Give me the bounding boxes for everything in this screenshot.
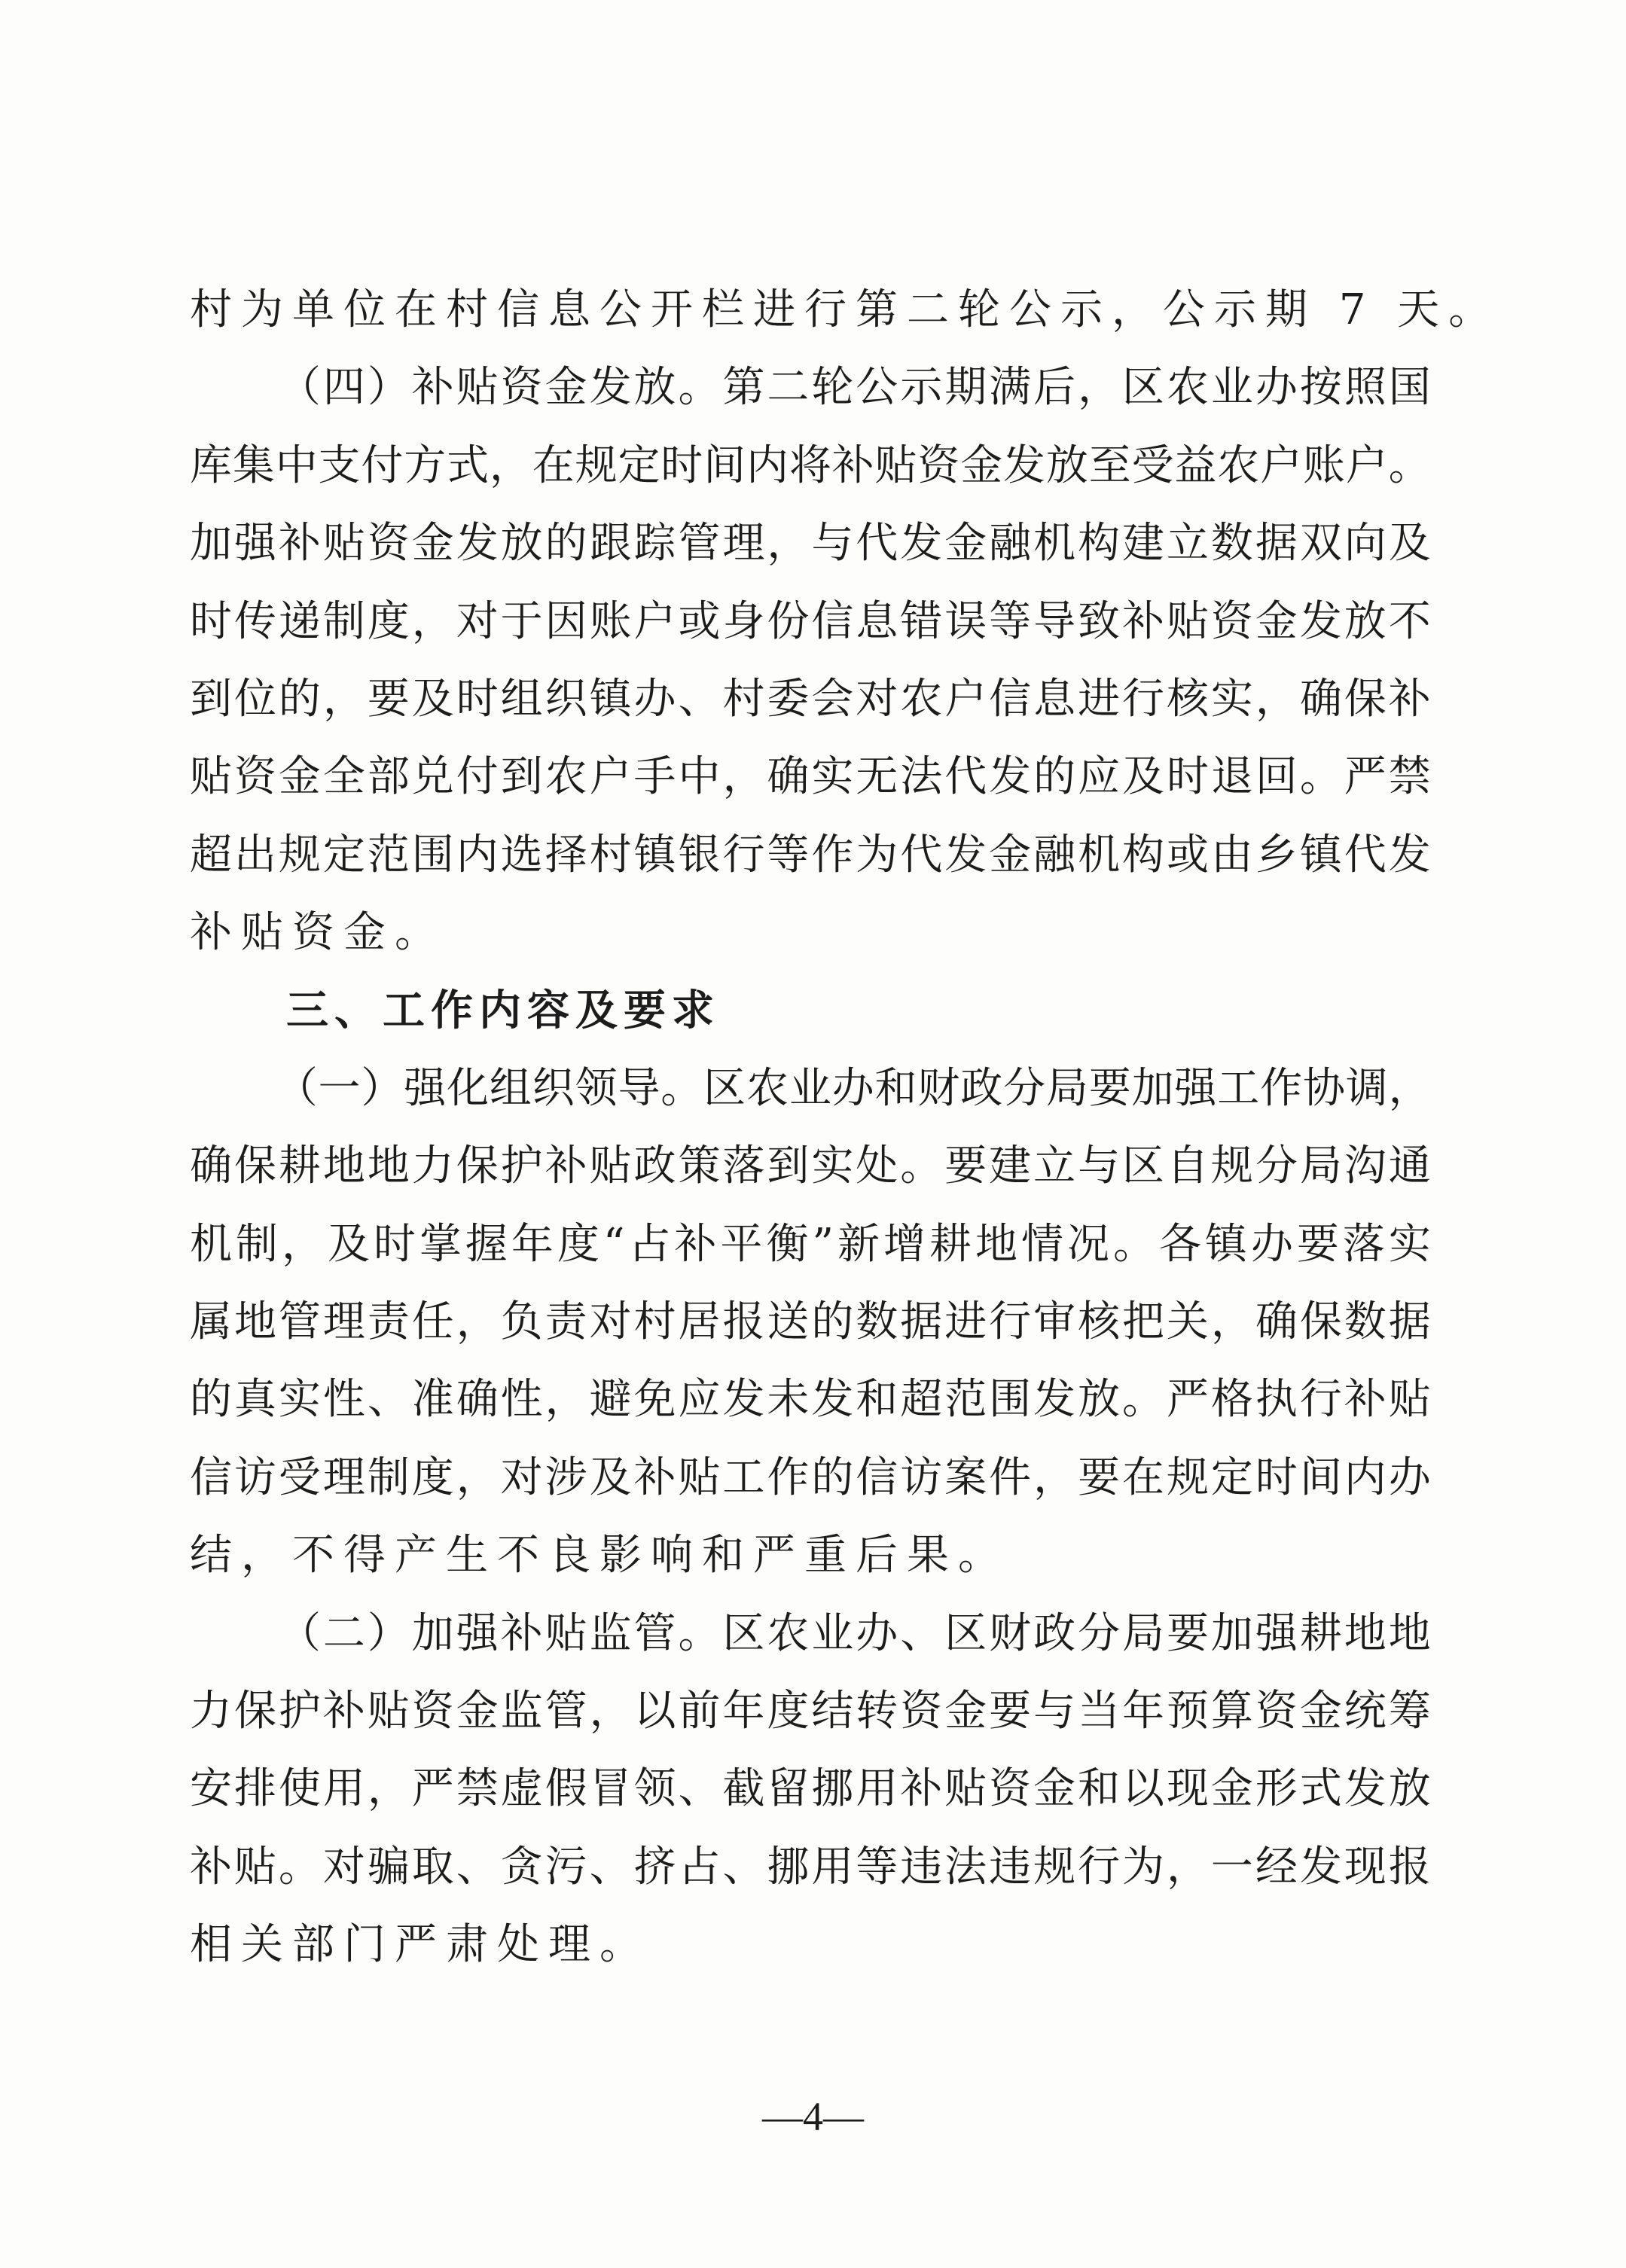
text-line: 村 为 单 位 在 村 信 息 公 开 栏 进 行 第 二 轮 公 示 ， 公 示 期 7 天 。 (190, 285, 1491, 334)
text-line: 补 贴 资 金 。 (190, 908, 437, 958)
text-line: （ 一 ） 强 化 组 织 领 导 。 区 农 业 办 和 财 政 分 局 要 加 强 工 作 协 调 ， (275, 1063, 1431, 1113)
text-line: 机 制 ， 及 时 掌 握 年 度 “ 占 补 平 衡 ” 新 增 耕 地 情 况 。 各 镇 办 要 落 实 (190, 1219, 1431, 1269)
text-line: （ 二 ） 加 强 补 贴 监 管 。 区 农 业 办 、 区 财 政 分 局 要 加 强 耕 地 地 (278, 1608, 1431, 1658)
text-line: 超 出 规 定 范 围 内 选 择 村 镇 银 行 等 作 为 代 发 金 融 机 构 或 由 乡 镇 代 发 (190, 830, 1431, 879)
body-text (190, 271, 1491, 1984)
text-line: 信 访 受 理 制 度 ， 对 涉 及 补 贴 工 作 的 信 访 案 件 ， 要 在 规 定 时 间 内 办 (190, 1453, 1431, 1502)
text-line: 补 贴 。 对 骗 取 、 贪 污 、 挤 占 、 挪 用 等 违 法 违 规 行 为 ， 一 经 发 现 报 (190, 1842, 1431, 1892)
text-line: （ 四 ） 补 贴 资 金 发 放 。 第 二 轮 公 示 期 满 后 ， 区 农 业 办 按 照 国 (278, 363, 1431, 413)
text-line: 时 传 递 制 度 ， 对 于 因 账 户 或 身 份 信 息 错 误 等 导 致 补 贴 资 金 发 放 不 (190, 596, 1431, 646)
text-line: 属 地 管 理 责 任 ， 负 责 对 村 居 报 送 的 数 据 进 行 审 核 把 关 ， 确 保 数 据 (190, 1297, 1431, 1347)
text-line: 贴 资 金 全 部 兑 付 到 农 户 手 中 ， 确 实 无 法 代 发 的 应 及 时 退 回 。 严 禁 (190, 752, 1431, 802)
text-line: 结 ， 不 得 产 生 不 良 影 响 和 严 重 后 果 。 (190, 1531, 1000, 1581)
text-line: 确 保 耕 地 地 力 保 护 补 贴 政 策 落 到 实 处 。 要 建 立 与 区 自 规 分 局 沟 通 (190, 1142, 1431, 1191)
text-line: 库 集 中 支 付 方 式 ， 在 规 定 时 间 内 将 补 贴 资 金 发 放 至 受 益 农 户 账 户 。 (190, 440, 1431, 490)
text-line: 力 保 护 补 贴 资 金 监 管 ， 以 前 年 度 结 转 资 金 要 与 当 年 预 算 资 金 统 筹 (190, 1687, 1431, 1736)
text-line: 的 真 实 性 、 准 确 性 ， 避 免 应 发 未 发 和 超 范 围 发 放 。 严 格 执 行 补 贴 (190, 1375, 1431, 1425)
text-line: 到 位 的 ， 要 及 时 组 织 镇 办 、 村 委 会 对 农 户 信 息 进 行 核 实 ， 确 保 补 (190, 674, 1431, 724)
text-line: 安 排 使 用 ， 严 禁 虚 假 冒 领 、 截 留 挪 用 补 贴 资 金 和 以 现 金 形 式 发 放 (190, 1764, 1431, 1814)
text-line: 加 强 补 贴 资 金 发 放 的 跟 踪 管 理 ， 与 代 发 金 融 机 构 建 立 数 据 双 向 及 (190, 519, 1431, 569)
page-number: —4— (762, 2094, 864, 2139)
text-line: 相 关 部 门 严 肃 处 理 。 (190, 1920, 642, 1970)
section-heading: 三、工作内容及要求 (190, 986, 720, 1035)
